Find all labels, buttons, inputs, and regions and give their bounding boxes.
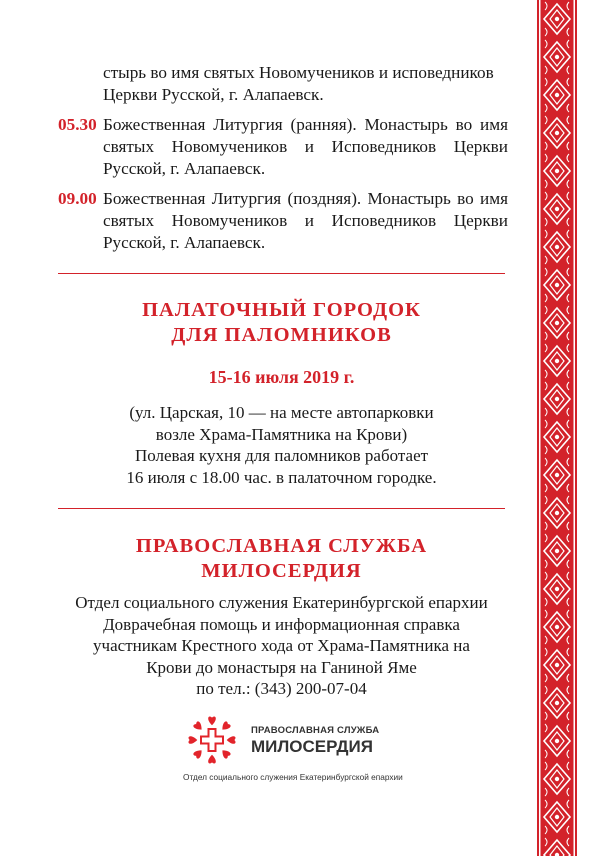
logo-main-text: МИЛОСЕРДИЯ	[251, 737, 373, 756]
entry-text: Божественная Литургия (поздняя). Монастырь во имя святых Новомучеников и Исповедников Церкви Русской, г. Алапаевск.	[103, 189, 508, 252]
mercy-title-line: МИЛОСЕРДИЯ	[201, 560, 362, 582]
mercy-logo	[183, 712, 403, 782]
camp-title	[58, 298, 505, 348]
camp-info-line: возле Храма-Памятника на Крови)	[155, 424, 408, 444]
camp-date: 15-16 июля 2019 г.	[208, 367, 355, 387]
mercy-info-line: Крови до монастыря на Ганиной Яме	[146, 657, 417, 677]
ornament-pattern	[537, 0, 577, 856]
camp-title-line: ДЛЯ ПАЛОМНИКОВ	[171, 324, 392, 346]
entry-text: стырь во имя святых Новомучеников и исповедников Церкви Русской, г. Алапаевск.	[103, 63, 494, 104]
divider	[58, 273, 505, 274]
divider	[58, 508, 505, 509]
camp-info	[58, 402, 505, 488]
entry-time: 05.30	[58, 115, 97, 134]
mercy-title-line: ПРАВОСЛАВНАЯ СЛУЖБА	[135, 535, 428, 557]
ornamental-border	[537, 0, 577, 856]
mercy-info-line: участникам Крестного хода от Храма-Памятника на	[93, 636, 470, 655]
schedule-entry	[58, 188, 508, 254]
mercy-info-line: Отдел социального служения Екатеринбургской епархии	[75, 593, 488, 612]
schedule	[58, 62, 508, 262]
mercy-title	[58, 534, 505, 584]
hearts-cross-icon	[187, 715, 237, 765]
schedule-entry	[58, 114, 508, 180]
entry-text: Божественная Литургия (ранняя). Монастырь во имя святых Новомучеников и Исповедников Церкви Русской, г. Алапаевск.	[103, 115, 508, 178]
logo-top-text: ПРАВОСЛАВНАЯ СЛУЖБА	[251, 725, 380, 736]
mercy-info-line: Доврачебная помощь и информационная справка	[103, 614, 460, 634]
camp-info-line: (ул. Царская, 10 — на месте автопарковки	[129, 403, 434, 422]
mercy-phone: по тел.: (343) 200-07-04	[196, 679, 367, 698]
camp-info-line: 16 июля с 18.00 час. в палаточном городке.	[126, 467, 437, 487]
mercy-info	[38, 592, 525, 700]
logo-sub-text: Отдел социального служения Екатеринбургской епархии	[183, 772, 403, 782]
schedule-entry-continuation	[58, 62, 508, 106]
entry-time: 09.00	[58, 189, 97, 208]
camp-info-line: Полевая кухня для паломников работает	[134, 446, 429, 465]
camp-title-line: ПАЛАТОЧНЫЙ ГОРОДОК	[142, 299, 421, 321]
